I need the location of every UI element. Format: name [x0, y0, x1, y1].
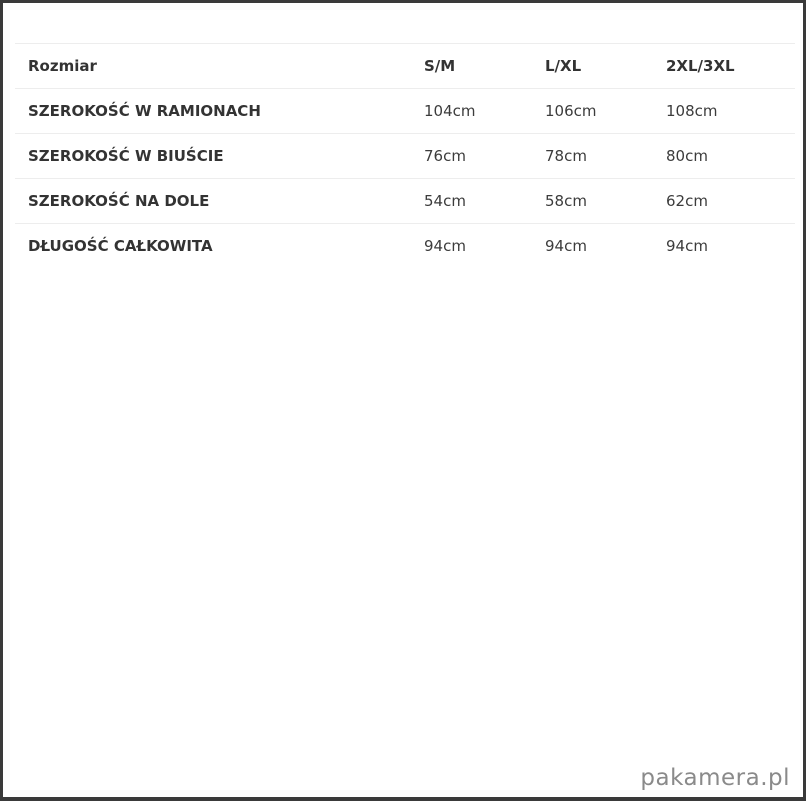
- table-cell: 78cm: [532, 134, 653, 179]
- table-cell: 80cm: [653, 134, 795, 179]
- row-label: SZEROKOŚĆ W RAMIONACH: [15, 89, 411, 134]
- header-size-l-xl: L/XL: [532, 44, 653, 89]
- table-row: [15, 224, 795, 269]
- table-cell: 58cm: [532, 179, 653, 224]
- row-label: SZEROKOŚĆ W BIUŚCIE: [15, 134, 411, 179]
- table-cell: 108cm: [653, 89, 795, 134]
- table-cell: 94cm: [653, 224, 795, 269]
- header-size-2xl-3xl: 2XL/3XL: [653, 44, 795, 89]
- table-cell: 94cm: [411, 224, 532, 269]
- table-cell: 94cm: [532, 224, 653, 269]
- pakamera-watermark: pakamera.pl: [637, 765, 793, 791]
- table-row: [15, 179, 795, 224]
- table-cell: 76cm: [411, 134, 532, 179]
- header-size-label: Rozmiar: [15, 44, 411, 89]
- table-cell: 104cm: [411, 89, 532, 134]
- table-cell: 62cm: [653, 179, 795, 224]
- row-label: SZEROKOŚĆ NA DOLE: [15, 179, 411, 224]
- table-row: [15, 89, 795, 134]
- size-table: [15, 43, 795, 268]
- header-size-s-m: S/M: [411, 44, 532, 89]
- table-cell: 106cm: [532, 89, 653, 134]
- table-cell: 54cm: [411, 179, 532, 224]
- row-label: DŁUGOŚĆ CAŁKOWITA: [15, 224, 411, 269]
- table-row: [15, 134, 795, 179]
- table-header-row: [15, 44, 795, 89]
